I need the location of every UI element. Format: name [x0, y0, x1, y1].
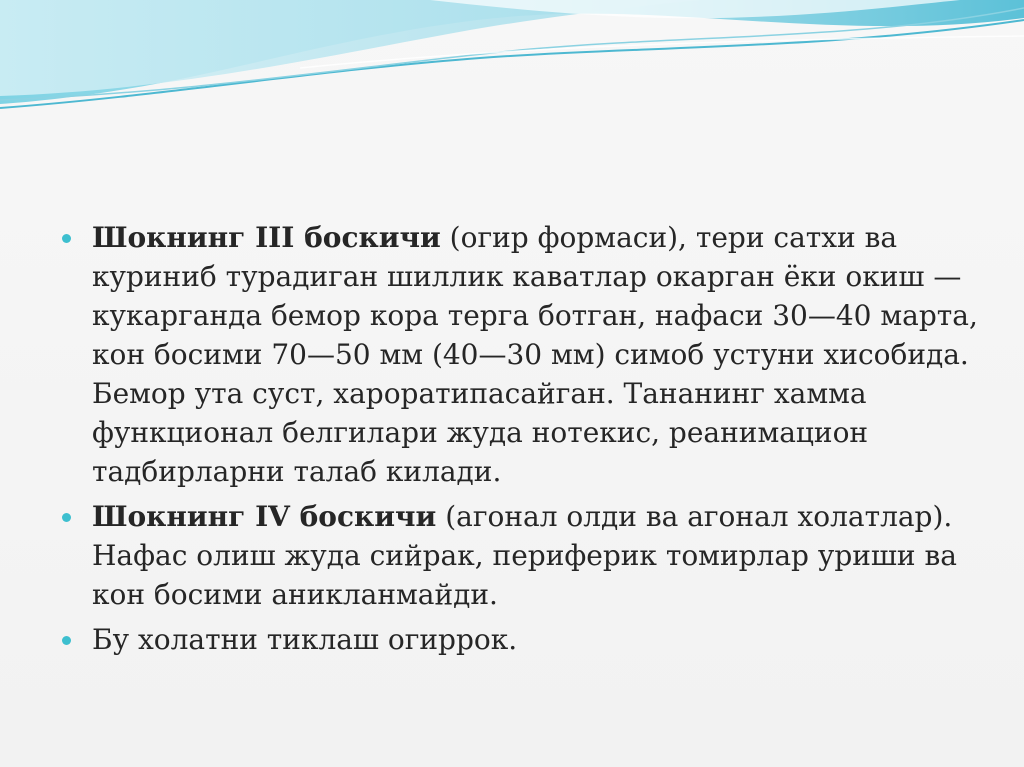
bullet-item-stage-4	[62, 497, 982, 614]
bullet-item-recovery	[62, 620, 982, 659]
bullet-text: (огир формаси), тери сатхи ва куриниб турадиган шиллик каватлар окарган ёки окиш — кукарганда бемор кора терга ботган, нафаси 30—40 марта, кон босими 70—50 мм (40—30 мм) симоб устуни хисобида. Бемор ута суст, хароратипасайган. Тананинг хамма функционал белгилари жуда нотекис, реанимацион тадбирларни талаб килади.	[92, 221, 978, 488]
bullet-bold-title: Шокнинг III боскичи	[92, 221, 441, 254]
bullet-item-stage-3	[62, 218, 982, 491]
slide-content	[62, 218, 982, 665]
bullet-text: (агонал олди ва агонал холатлар). Нафас олиш жуда сийрак, периферик томирлар уриши ва кон босими аникланмайди.	[92, 500, 957, 611]
bullet-text: Бу холатни тиклаш огиррок.	[92, 623, 518, 656]
bullet-dot-icon	[62, 234, 71, 243]
bullet-bold-title: Шокнинг IV боскичи	[92, 500, 437, 533]
wave-header-decoration	[0, 0, 1024, 130]
bullet-dot-icon	[62, 636, 71, 645]
bullet-dot-icon	[62, 513, 71, 522]
